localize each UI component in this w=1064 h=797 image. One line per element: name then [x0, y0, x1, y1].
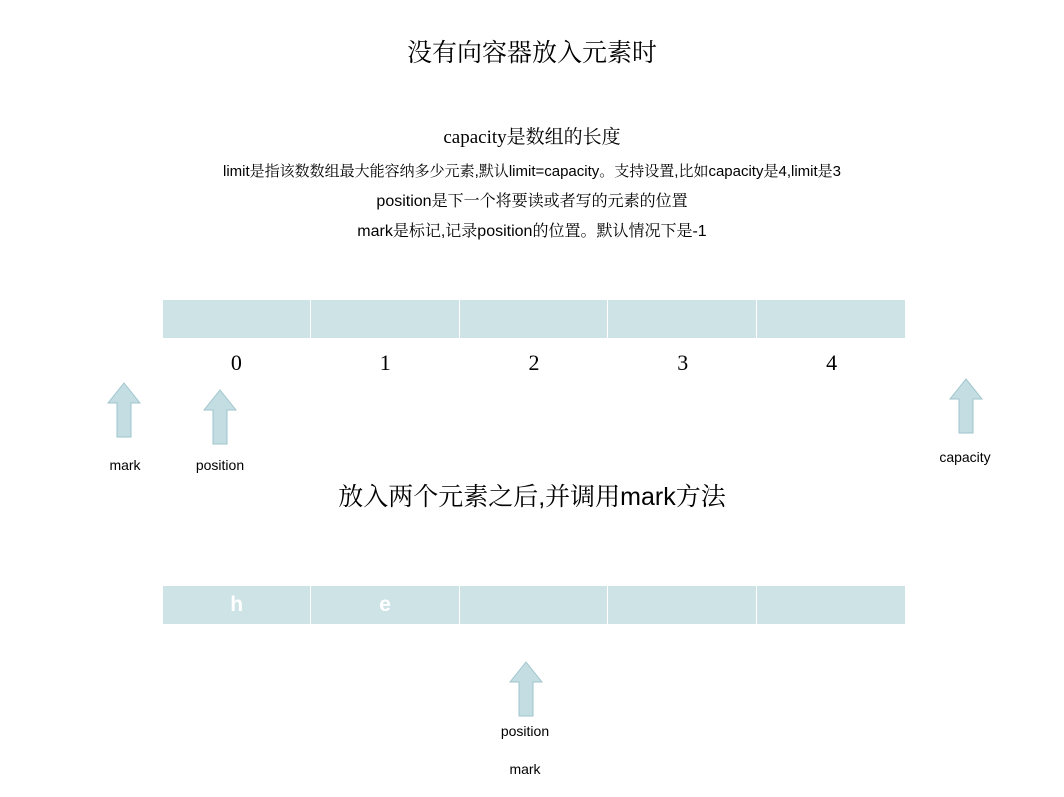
buffer-cell [163, 300, 311, 338]
arrow-label-mark-2: mark [509, 761, 541, 777]
buffer-cell: h [163, 586, 311, 624]
buffer-index-row [162, 348, 906, 378]
buffer-index-label: 4 [826, 350, 838, 375]
description-line-capacity: capacity是数组的长度 [443, 127, 621, 148]
description-line-position: position是下一个将要读或者写的元素的位置 [376, 193, 688, 210]
buffer-cell [757, 586, 905, 624]
buffer-index-label: 0 [230, 350, 242, 375]
description-block [0, 125, 1064, 243]
buffer-filled [162, 585, 906, 625]
description-line-mark: mark是标记,记录position的位置。默认情况下是-1 [357, 223, 707, 240]
arrow-label-position-1: position [195, 457, 245, 473]
up-arrow-icon [509, 660, 543, 718]
buffer-cell [460, 300, 608, 338]
buffer-cell [460, 586, 608, 624]
up-arrow-icon [203, 388, 237, 446]
arrow-label-mark-1: mark [109, 457, 141, 473]
page-title-middle: 放入两个元素之后,并调用mark方法 [338, 483, 726, 511]
buffer-cell: e [311, 586, 459, 624]
up-arrow-icon [949, 377, 983, 435]
buffer-cell [311, 300, 459, 338]
buffer-cell [608, 300, 756, 338]
buffer-cell [608, 586, 756, 624]
buffer-cell [757, 300, 905, 338]
up-arrow-icon [107, 381, 141, 439]
arrow-label-position-2: position [500, 723, 550, 739]
arrow-label-capacity: capacity [939, 449, 991, 465]
buffer-index-label: 2 [528, 350, 540, 375]
page-title-top: 没有向容器放入元素时 [406, 40, 657, 67]
buffer-empty [162, 299, 906, 339]
buffer-index-label: 3 [677, 350, 689, 375]
description-line-limit: limit是指该数数组最大能容纳多少元素,默认limit=capacity。支持设置,比如capacity是4,limit是3 [223, 163, 841, 180]
buffer-index-label: 1 [379, 350, 391, 375]
